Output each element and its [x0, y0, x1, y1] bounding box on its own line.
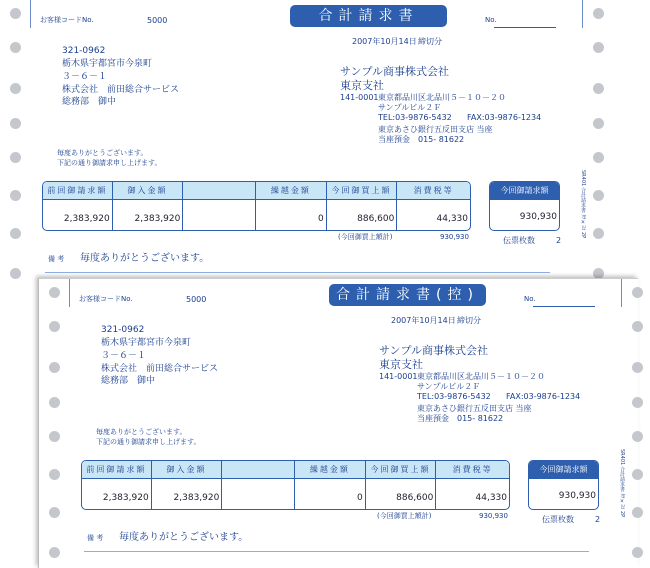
recipient-line: 栃木県宇都宮市今泉町: [101, 338, 192, 348]
sprocket-hole: [49, 362, 60, 373]
column-header: 消費税等: [436, 461, 509, 479]
slips-label: 伝票枚数: [503, 236, 535, 245]
summary-column: [397, 182, 470, 230]
sprocket-hole: [49, 397, 60, 408]
remarks-underline: [45, 272, 550, 273]
recipient-line: 株式会社 前田総合サービス: [101, 364, 219, 374]
greeting-line: 下記の通り御請求申し上げます。: [57, 159, 162, 167]
summary-column: [295, 461, 366, 509]
closing-label: 締切分: [418, 37, 442, 46]
invoice-date: 2007年10月14日: [391, 316, 456, 325]
sender-building: サンプルビル２Ｆ: [378, 103, 442, 112]
summary-column: [43, 182, 113, 230]
summary-column: [327, 182, 398, 230]
column-value: 2,383,920: [134, 214, 181, 224]
column-header: 前回御請求額: [82, 461, 151, 479]
column-header: 消費税等: [397, 182, 470, 200]
customer-code: 5000: [147, 16, 168, 25]
sprocket-hole: [632, 507, 643, 518]
remarks-text: 毎度ありがとうございます。: [80, 253, 210, 264]
recipient-line: 321-0962: [101, 325, 145, 335]
bank-account: 当座預金 015- 81622: [417, 414, 504, 423]
summary-column: [183, 182, 256, 230]
invoice-no-label: No.: [485, 16, 497, 24]
remarks-underline: [84, 551, 589, 552]
recipient-line: 321-0962: [62, 46, 106, 56]
column-header: [222, 461, 294, 479]
sprocket-hole: [593, 228, 604, 239]
recipient-line: 総務部 御中: [62, 97, 117, 107]
summary-column: [82, 461, 152, 509]
sprocket-hole: [632, 397, 643, 408]
sprocket-hole: [49, 507, 60, 518]
recipient-line: 総務部 御中: [101, 376, 156, 386]
sprocket-hole: [593, 8, 604, 19]
sprocket-hole: [632, 431, 643, 442]
column-header: 繰越金額: [256, 182, 326, 200]
column-header: 御入金額: [113, 182, 183, 200]
margin-line: [30, 0, 31, 28]
column-value: [183, 200, 255, 230]
recipient-line: 栃木県宇都宮市今泉町: [62, 59, 153, 69]
summary-column: [436, 461, 509, 509]
sender-company: サンプル商事株式会社: [340, 65, 450, 78]
sprocket-hole: [632, 321, 643, 332]
customer-code: 5000: [186, 295, 207, 304]
sender-building: サンプルビル２Ｆ: [417, 382, 481, 391]
customer-code-label: お客様コードNo.: [40, 16, 94, 24]
invoice-no-label: No.: [524, 295, 536, 303]
column-header: 今回御買上額: [327, 182, 397, 200]
sender-branch: 東京支社: [379, 358, 423, 371]
sprocket-hole: [593, 42, 604, 53]
invoice-no-line: [494, 27, 556, 28]
sprocket-hole: [49, 431, 60, 442]
column-value: 44,330: [436, 214, 468, 224]
column-value: 886,600: [396, 493, 434, 503]
total-box: [528, 460, 599, 510]
sprocket-hole: [632, 362, 643, 373]
column-header: 御入金額: [152, 461, 222, 479]
total-header: 今回御請求額: [529, 461, 598, 479]
column-header: 前回御請求額: [43, 182, 112, 200]
column-value: 2,383,920: [63, 214, 110, 224]
total-amount: 930,930: [558, 491, 596, 501]
total-box: [489, 181, 560, 231]
total-header: 今回御請求額: [490, 182, 559, 200]
remarks-label: 備 考: [48, 255, 65, 263]
sender-address: 東京都品川区北品川５－１０－２０: [417, 372, 545, 381]
bank-info: 東京あさひ銀行五反田支店 当座: [378, 125, 493, 134]
summary-column: [152, 461, 223, 509]
sprocket-hole: [593, 83, 604, 94]
column-value: 886,600: [357, 214, 395, 224]
summary-column: [256, 182, 327, 230]
sprocket-hole: [10, 42, 21, 53]
slips-count: 2: [556, 236, 562, 245]
summary-table: [81, 460, 510, 510]
document-title: 合計請求書: [290, 5, 447, 27]
bank-account: 当座預金 015- 81622: [378, 135, 465, 144]
summary-column: [113, 182, 184, 230]
sender-fax: FAX:03-9876-1234: [467, 113, 542, 122]
recipient-line: ３－６－１: [101, 351, 147, 361]
sprocket-hole: [10, 190, 21, 201]
form-code-vertical: SR401 合計請求書 ﾀﾃ×ﾖｺ 2P: [580, 170, 586, 239]
invoice-date: 2007年10月14日: [352, 37, 417, 46]
column-value: 2,383,920: [173, 493, 220, 503]
summary-column: [366, 461, 437, 509]
summary-column: [222, 461, 295, 509]
sender-tel: TEL:03-9876-5432: [378, 113, 452, 122]
sprocket-hole: [632, 469, 643, 480]
invoice-form-original: [0, 0, 600, 290]
sender-postal: 141-0001: [340, 93, 379, 102]
sender-tel: TEL:03-9876-5432: [417, 392, 491, 401]
sender-company: サンプル商事株式会社: [379, 344, 489, 357]
sprocket-hole: [10, 152, 21, 163]
greeting-line: 毎度ありがとうございます。: [57, 149, 148, 157]
column-header: 今回御買上額: [366, 461, 436, 479]
sprocket-hole: [10, 83, 21, 94]
sprocket-hole: [49, 287, 60, 298]
form-code-vertical: SR401 合計請求書 ﾀﾃ×ﾖｺ 2P: [619, 449, 625, 518]
sprocket-hole: [49, 321, 60, 332]
recipient-line: ３－６－１: [62, 72, 108, 82]
margin-line: [582, 0, 583, 28]
sprocket-hole: [632, 547, 643, 558]
margin-line: [69, 279, 70, 307]
greeting-line: 下記の通り御請求申し上げます。: [96, 438, 201, 446]
subtotal-amount: 930,930: [440, 233, 469, 241]
sprocket-hole: [593, 190, 604, 201]
sender-address: 東京都品川区北品川５－１０－２０: [378, 93, 506, 102]
greeting-line: 毎度ありがとうございます。: [96, 428, 187, 436]
sprocket-hole: [10, 8, 21, 19]
bank-info: 東京あさひ銀行五反田支店 当座: [417, 404, 532, 413]
sprocket-hole: [632, 287, 643, 298]
column-value: 0: [317, 214, 324, 224]
document-title: 合計請求書(控): [329, 284, 486, 306]
column-header: [183, 182, 255, 200]
summary-table: [42, 181, 471, 231]
subtotal-amount: 930,930: [479, 512, 508, 520]
column-value: 44,330: [475, 493, 507, 503]
sprocket-hole: [49, 469, 60, 480]
slips-count: 2: [595, 515, 601, 524]
remarks-label: 備 考: [87, 534, 104, 542]
column-value: [222, 479, 294, 509]
sprocket-hole: [593, 152, 604, 163]
invoice-no-line: [533, 306, 595, 307]
customer-code-label: お客様コードNo.: [79, 295, 133, 303]
sender-fax: FAX:03-9876-1234: [506, 392, 581, 401]
sprocket-hole: [49, 547, 60, 558]
closing-label: 締切分: [457, 316, 481, 325]
slips-label: 伝票枚数: [542, 515, 574, 524]
sprocket-hole: [10, 228, 21, 239]
total-amount: 930,930: [519, 212, 557, 222]
subtotal-label: (今回御買上額計): [377, 512, 432, 520]
sender-postal: 141-0001: [379, 372, 418, 381]
column-value: 2,383,920: [102, 493, 149, 503]
sprocket-hole: [10, 118, 21, 129]
subtotal-label: (今回御買上額計): [338, 233, 393, 241]
margin-line: [621, 279, 622, 307]
sprocket-hole: [593, 118, 604, 129]
remarks-text: 毎度ありがとうございます。: [119, 532, 249, 543]
recipient-line: 株式会社 前田総合サービス: [62, 85, 180, 95]
invoice-form-copy: [38, 278, 638, 568]
sender-branch: 東京支社: [340, 79, 384, 92]
sprocket-hole: [10, 268, 21, 279]
column-value: 0: [356, 493, 363, 503]
column-header: 繰越金額: [295, 461, 365, 479]
